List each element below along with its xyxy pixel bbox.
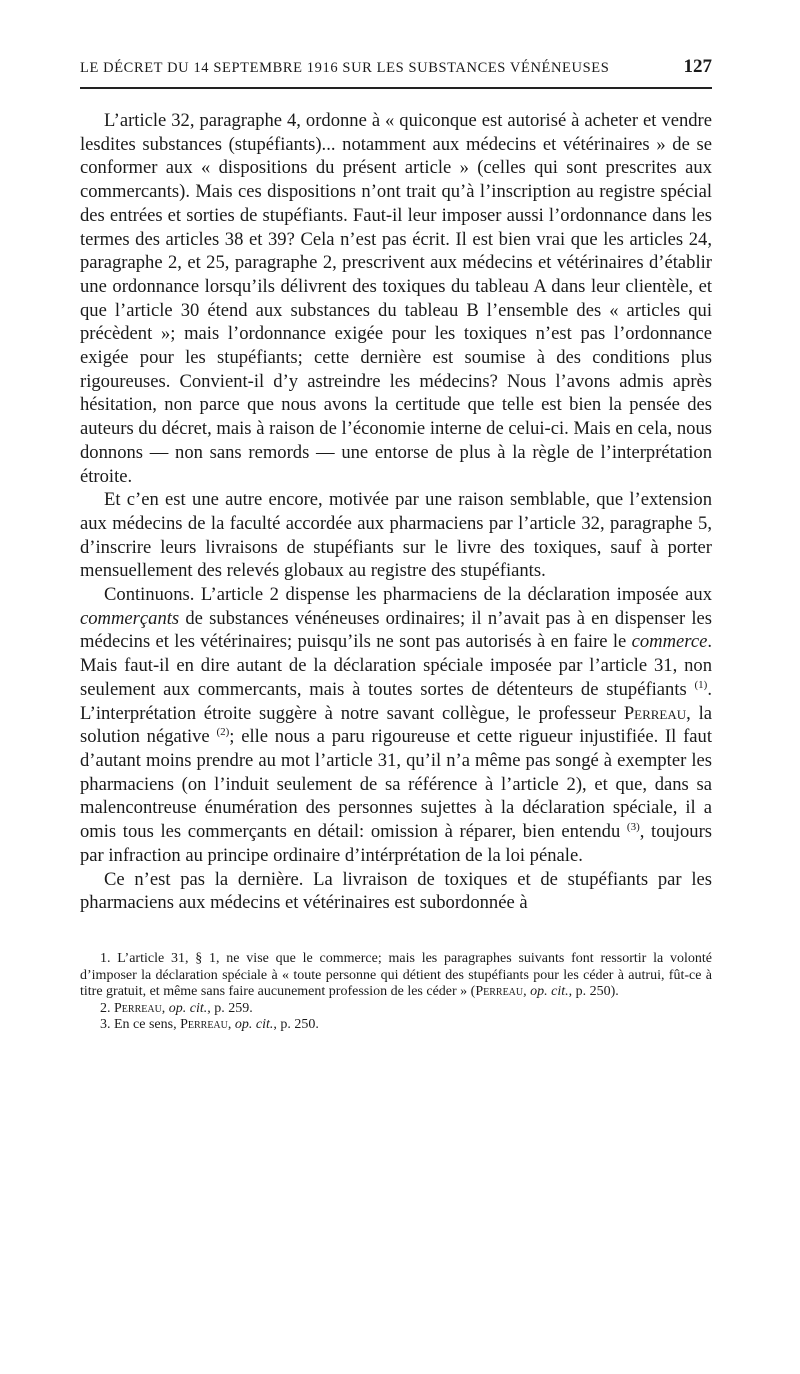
text-run: ; elle nous a paru rigoureuse et cette rigueur injustifiée. Il faut d’autant moins prendre au mot l’article 31, qu’il n’a même pas songé à exempter les pharmaciens (on l’induit seulement de sa référence à l’article 2), et que, dans sa malencontreuse énumération des personnes sujettes à la déclaration spéciale, il a omis tous les commerçants en détail: omission à réparer, bien entendu (80, 726, 713, 843)
author-name: Perreau (114, 1000, 162, 1016)
text-run: . Mais faut-il en dire autant de la déclaration spéciale imposée par l’article 31, non seulement aux commercants, mais à toutes sortes de détenteurs de stupéfiants (80, 631, 712, 700)
text-run: 1. L’article 31, § 1, ne vise que le commerce; mais les paragraphes suivants font ressortir la volonté d’imposer la déclaration spéciale à « toute personne qui détient des stupéfiants pour les céder à autrui, fût-ce à titre gratuit, et même sans faire aucunement profession de les céder » ( (80, 950, 712, 1000)
text-run: , (161, 1000, 169, 1016)
text-run: Continuons. L’article 2 dispense les pharmaciens de la déclaration imposée aux (104, 584, 712, 606)
text-run: de substances vénéneuses ordinaires; il n’avait pas à en dispenser les médecins et les vétérinaires; puisqu’ils ne sont pas autorisés à en faire le (80, 607, 712, 653)
author-name: Perreau (475, 984, 524, 1000)
text-run: Ce n’est pas la dernière. La livraison de toxiques et de stupéfiants par les pharmaciens aux médecins et vétérinaires est subordonnée à (80, 868, 712, 914)
text-run: , toujours par infraction au principe ordinaire d’intérprétation de la loi pénale. (80, 821, 712, 866)
footnote (80, 1017, 712, 1034)
page-number: 127 (683, 56, 712, 77)
author-name: Perreau (623, 702, 687, 724)
text-run: , p. 250. (273, 1017, 319, 1033)
text-run: Et c’en est une autre encore, motivée par une raison semblable, que l’extension aux médecins de la faculté accordée aux pharmaciens par l’article 32, paragraphe 5, d’inscrire leurs livraisons de stupéfiants sur le livre des toxiques, sauf à porter mensuellement des relevés globaux au registre des stupéfiants. (80, 489, 712, 582)
text-run: . L’interprétation étroite suggère à notre savant collègue, le professeur (80, 678, 712, 724)
text-run: L’article 32, paragraphe 4, ordonne à « quiconque est autorisé à acheter et vendre lesdites substances (stupéfiants)... notamment aux médecins et vétérinaires » de se conformer aux « dispositions du présent article » (celles qui sont prescrites aux commercants). Mais ces dispositions n’ont trait qu’à l’inscription au registre spécial des entrées et sorties de stupéfiants. Faut-il leur imposer aussi l’ordonnance dans les termes des articles 38 et 39? Cela n’est pas écrit. Il est bien vrai que les articles 24, paragraphe 2, et 25, paragraphe 2, prescrivent aux médecins et vétérinaires d’établir une ordonnance lorsqu’ils délivrent des toxiques du tableau A dans leur clientèle, et que l’article 30 étend aux substances du tableau B l’ensemble des « articles qui précèdent »; mais l’ordonnance exigée pour les toxiques n’est pas l’ordonnance exigée pour les stupéfiants; cette dernière est soumise à des conditions plus rigoureuses. Convient-il d’y astreindre les médecins? Nous l’avons admis après hésitation, non parce que nous avons la certitude que telle est bien la pensée des auteurs du décret, mais à raison de l’économie interne de celui-ci. Mais en cela, nous donnons — non sans remords — une entorse de plus à la règle de l’interprétation étroite. (80, 110, 712, 487)
italic-text: commerçants (80, 607, 180, 629)
paragraph (80, 583, 712, 867)
text-run: , p. 250). (568, 984, 619, 1000)
text-run: , la solution négative (80, 702, 713, 748)
footnote (80, 1001, 712, 1018)
author-name: Perreau (180, 1017, 228, 1033)
footnote-ref: (3) (626, 820, 640, 833)
book-page (80, 56, 712, 1034)
paragraph (80, 488, 712, 583)
text-run: 3. En ce sens, (100, 1017, 181, 1033)
italic-text: commerce (631, 631, 708, 653)
text-run: 2. (100, 1000, 114, 1016)
footnotes (80, 951, 712, 1034)
footnote-ref: (1) (694, 678, 708, 691)
footnote-ref: (2) (216, 726, 230, 739)
italic-text: op. cit. (530, 984, 569, 1000)
text-run: , (523, 984, 531, 1000)
paragraph (80, 868, 712, 915)
text-run: , p. 259. (207, 1000, 253, 1016)
body-text (80, 109, 712, 915)
running-header (80, 56, 712, 89)
italic-text: op. cit. (234, 1017, 274, 1033)
italic-text: op. cit. (168, 1000, 208, 1016)
running-title: LE DÉCRET DU 14 SEPTEMBRE 1916 SUR LES SUBSTANCES VÉNÉNEUSES (80, 60, 610, 76)
footnote (80, 951, 712, 1001)
text-run: , (227, 1017, 235, 1033)
paragraph (80, 109, 712, 488)
